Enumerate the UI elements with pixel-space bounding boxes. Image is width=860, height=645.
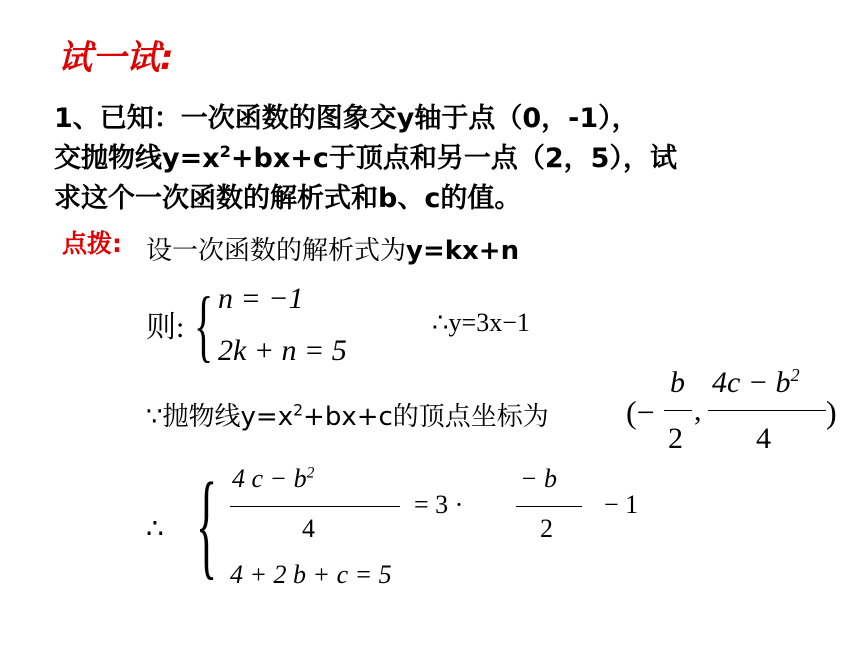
system2-eq1-right-frac-bar xyxy=(516,506,582,507)
system2-eq1-right-denominator: 2 xyxy=(540,514,553,543)
system2-eq1-numerator: 4 $c - b^2$ xyxy=(232,464,315,493)
vertex-comma: , xyxy=(694,394,702,427)
problem-line-3: 求这个一次函数的解析式和b、c的值。 xyxy=(54,183,522,214)
left-brace-2: { xyxy=(196,458,218,591)
vertex-close-paren: ) xyxy=(826,394,837,430)
system1-eq1: n = −1 xyxy=(218,282,304,315)
system2-eq1-middle: = 3 · xyxy=(414,490,464,519)
title: 试一试: xyxy=(58,38,174,78)
system2-eq1-frac-bar xyxy=(230,506,400,507)
therefore-symbol: ∴ xyxy=(146,514,164,545)
system2-eq2: 4 + 2 b + c = 5 xyxy=(230,560,392,589)
hint-label: 点拨: xyxy=(62,229,122,258)
vertex-statement: ∵抛物线$y=x^2+bx+c$的顶点坐标为 xyxy=(146,401,549,432)
vertex-numerator: $4c - b^2$ xyxy=(712,365,800,399)
system2-eq1-tail: − 1 xyxy=(604,490,639,519)
vertex-frac1-bar xyxy=(664,410,692,411)
vertex-two-denominator: 2 xyxy=(668,422,683,455)
then-label: 则: xyxy=(146,311,185,344)
system2-eq1-denominator: 4 xyxy=(302,514,315,543)
system2-eq1-right-numerator: − b xyxy=(520,464,558,493)
vertex-open-paren: (− xyxy=(626,394,655,430)
problem-line-1: 1、已知：一次函数的图象交y轴于点（0，-1）， xyxy=(54,103,639,134)
vertex-b-numerator: b xyxy=(670,366,685,399)
hint-text: 设一次函数的解析式为y=kx+n xyxy=(146,236,520,266)
vertex-four-denominator: 4 xyxy=(756,422,771,455)
system1-eq2: 2k + n = 5 xyxy=(218,334,347,367)
vertex-frac2-bar xyxy=(708,410,826,411)
problem-line-2: 交抛物线$y=x^2+bx+c$于顶点和另一点（2，5），试 xyxy=(54,142,677,174)
result-linear: ∴y=3x−1 xyxy=(432,308,530,337)
left-brace-1: { xyxy=(194,280,214,370)
